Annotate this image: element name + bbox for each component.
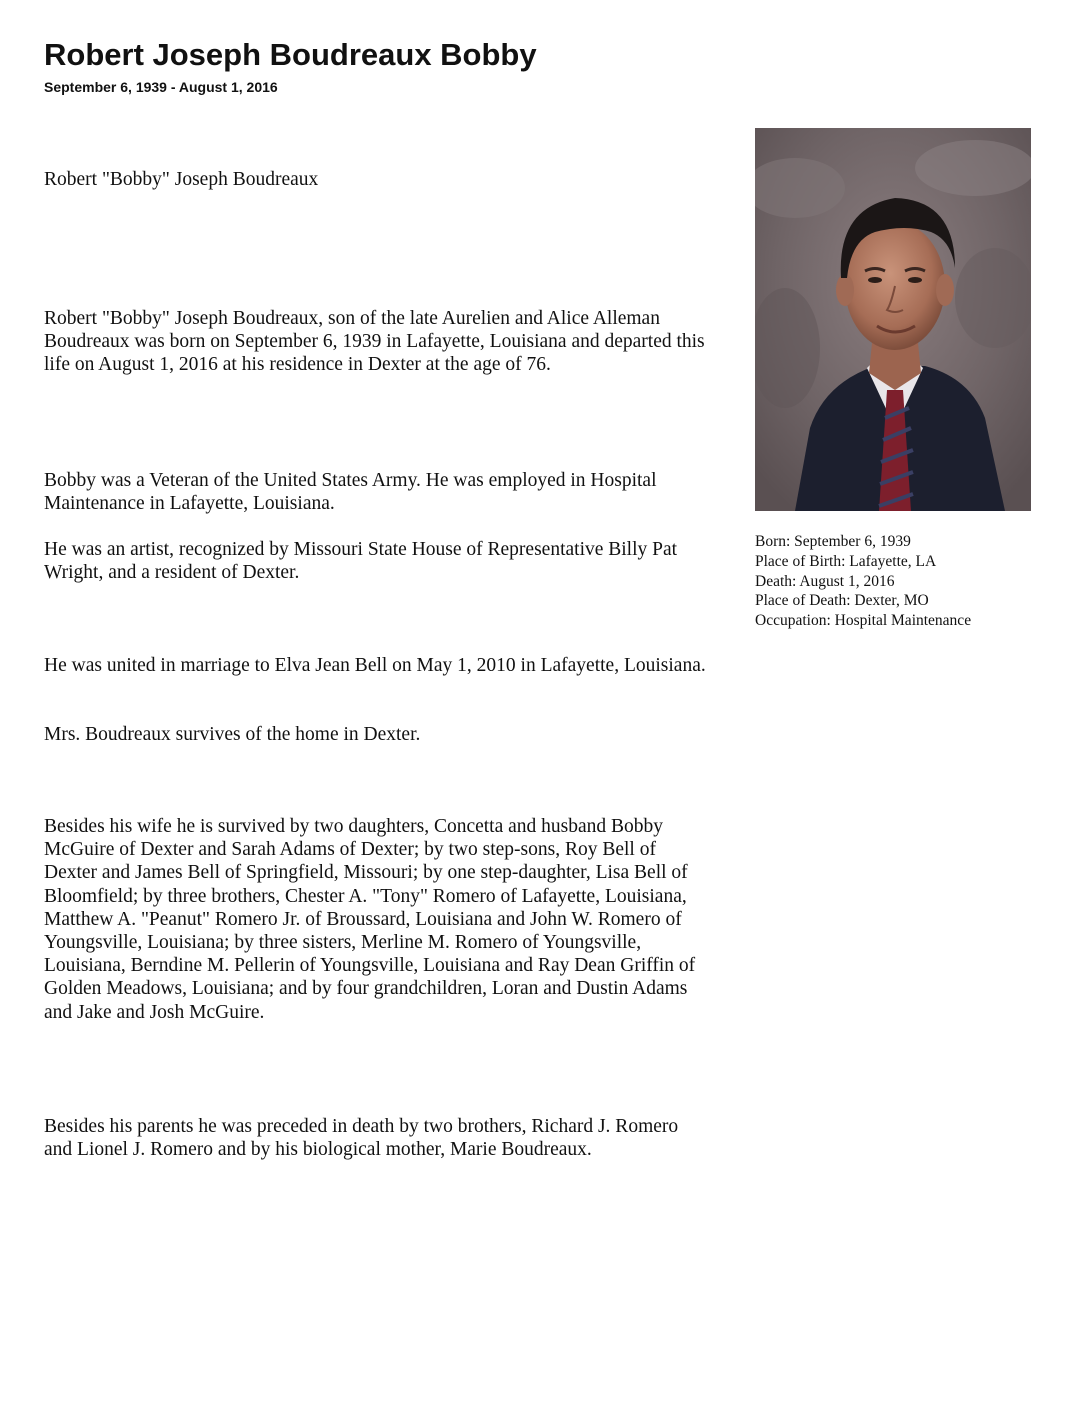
portrait-photo xyxy=(755,128,1031,511)
paragraph-career: Bobby was a Veteran of the United States Army. He was employed in Hospital Maintenance in Lafayette, Louisiana. xyxy=(44,470,657,515)
paragraph-marriage: He was united in marriage to Elva Jean Bell on May 1, 2010 in Lafayette, Louisiana. xyxy=(44,655,706,676)
obituary-header xyxy=(44,36,744,96)
fact-place-of-birth: Place of Birth: Lafayette, LA xyxy=(755,552,937,570)
paragraph-artist: He was an artist, recognized by Missouri State House of Representative Billy Pat Wright, and a resident of Dexter. xyxy=(44,539,678,584)
paragraph-survivors: Besides his wife he is survived by two daughters, Concetta and husband Bobby McGuire of Dexter and Sarah Adams of Dexter; by two step-sons, Roy Bell of Dexter and James Bell of Springfield, Missouri; by one step-daughter, Lisa Bell of Bloomfield; by three brothers, Chester A. "Tony" Romero of Lafayette, Louisiana, Matthew A. "Peanut" Romero Jr. of Broussard, Louisiana and John W. Romero of Youngsville, Louisiana; by three sisters, Merline M. Romero of Youngsville, Louisiana, Berndine M. Pellerin of Youngsville, Louisiana and Ray Dean Griffin of Golden Meadows, Louisiana; and by four grandchildren, Loran and Dustin Adams and Jake and Josh McGuire. xyxy=(44,816,696,1023)
fact-death: Death: August 1, 2016 xyxy=(755,572,895,590)
fact-place-of-death: Place of Death: Dexter, MO xyxy=(755,592,929,610)
vital-facts xyxy=(755,532,1055,631)
page-title: Robert Joseph Boudreaux Bobby xyxy=(44,37,537,72)
paragraph-preceded: Besides his parents he was preceded in death by two brothers, Richard J. Romero and Lionel J. Romero and by his biological mother, Marie Boudreaux. xyxy=(44,1116,679,1161)
fact-occupation: Occupation: Hospital Maintenance xyxy=(755,612,972,630)
fact-born: Born: September 6, 1939 xyxy=(755,533,911,550)
paragraph-name: Robert "Bobby" Joseph Boudreaux xyxy=(44,169,319,190)
paragraph-birth: Robert "Bobby" Joseph Boudreaux, son of the late Aurelien and Alice Alleman Boudreaux was born on September 6, 1939 in Lafayette, Louisiana and departed this life on August 1, 2016 at his residence in Dexter at the age of 76. xyxy=(44,308,705,376)
life-dates: September 6, 1939 - August 1, 2016 xyxy=(44,79,278,95)
paragraph-spouse: Mrs. Boudreaux survives of the home in Dexter. xyxy=(44,724,421,745)
